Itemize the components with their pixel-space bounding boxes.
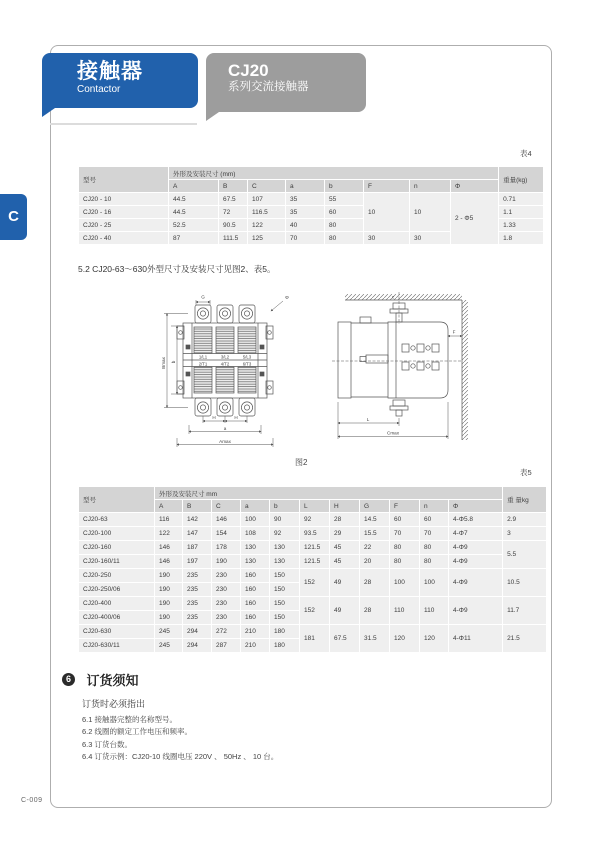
cell: 67.5 <box>219 193 247 205</box>
cell: 230 <box>212 583 240 596</box>
cell: CJ20 - 40 <box>79 232 168 244</box>
cell: 235 <box>183 611 211 624</box>
cell-merged: 67.5 <box>330 625 359 652</box>
cell: 235 <box>183 569 211 582</box>
table-row <box>79 541 546 554</box>
cell-merged: 110 <box>390 597 419 624</box>
cell: 150 <box>270 611 299 624</box>
dim-label-a: a <box>223 425 227 431</box>
cell: 4-Φ9 <box>449 541 502 554</box>
cell: 45 <box>330 541 359 554</box>
cell: 15.5 <box>360 527 389 540</box>
cell: 130 <box>270 541 299 554</box>
terminal-label: 4/T2 <box>220 361 230 367</box>
col-F: F <box>364 180 409 192</box>
ordering-item: 6.1 接触器完整的名称型号。 <box>82 715 178 724</box>
series-desc: 系列交流接触器 <box>228 81 309 93</box>
cell: CJ20-400/06 <box>79 611 154 624</box>
cell: 107 <box>248 193 285 205</box>
cell-merged: 31.5 <box>360 625 389 652</box>
cell-merged: 4-Φ9 <box>449 569 502 596</box>
cell: 121.5 <box>300 541 329 554</box>
table4-container <box>78 166 544 245</box>
cell-merged-weight: 5.5 <box>503 541 546 568</box>
cell: 60 <box>420 513 448 526</box>
col-header-model: 型号 <box>79 167 168 192</box>
cell: 92 <box>270 527 299 540</box>
cell-merged-n: 10 <box>410 193 450 231</box>
cell: CJ20-160/11 <box>79 555 154 568</box>
cell: 0.71 <box>499 193 543 205</box>
cell: 190 <box>212 555 240 568</box>
cell: 150 <box>270 569 299 582</box>
cell: 1.8 <box>499 232 543 244</box>
cell: 160 <box>241 583 269 596</box>
table-header-row <box>79 167 543 179</box>
dim-label-h2: H <box>234 415 238 420</box>
table-row <box>79 193 543 205</box>
cell: 190 <box>155 597 182 610</box>
cell: 30 <box>364 232 409 244</box>
cell: 1.1 <box>499 206 543 218</box>
cell: 90 <box>270 513 299 526</box>
cell: 80 <box>420 555 448 568</box>
cell-merged: 28 <box>360 569 389 596</box>
ordering-items <box>82 714 278 763</box>
cell: CJ20-250 <box>79 569 154 582</box>
col-header-dims: 外形及安装尺寸 mm <box>155 487 502 499</box>
col-header-weight: 重 量kg <box>503 487 546 512</box>
col-B: B <box>219 180 247 192</box>
table-header-row <box>79 487 546 499</box>
col-header-weight: 重量(kg) <box>499 167 543 192</box>
cell: 150 <box>270 597 299 610</box>
ordering-item: 6.3 订货台数。 <box>82 739 133 749</box>
cell: 92 <box>300 513 329 526</box>
dim-label-bmax: Bmax <box>161 357 166 369</box>
table-row <box>79 597 546 610</box>
col-phi: Φ <box>449 500 502 512</box>
cell: 52.5 <box>169 219 218 231</box>
col-b: b <box>325 180 363 192</box>
col-L: L <box>300 500 329 512</box>
cell: 190 <box>155 583 182 596</box>
cell: CJ20-63 <box>79 513 154 526</box>
col-A: A <box>169 180 218 192</box>
col-C: C <box>212 500 240 512</box>
cell: 154 <box>212 527 240 540</box>
cell: CJ20-160 <box>79 541 154 554</box>
page-title-en: Contactor <box>77 84 121 95</box>
terminal-label: 5/L3 <box>242 354 252 360</box>
cell: 122 <box>155 527 182 540</box>
col-A: A <box>155 500 182 512</box>
dim-label-phi: Φ <box>285 295 289 300</box>
cell: 100 <box>241 513 269 526</box>
cell: 70 <box>286 232 324 244</box>
cell-merged: 49 <box>330 569 359 596</box>
section-6-badge: 6 <box>62 673 75 686</box>
cell: 80 <box>420 541 448 554</box>
table4-label: 表4 <box>520 149 532 158</box>
cell-merged: 120 <box>420 625 448 652</box>
cell: 3 <box>503 527 546 540</box>
cell: 210 <box>241 625 269 638</box>
cell-merged: 28 <box>360 597 389 624</box>
col-n: n <box>420 500 448 512</box>
cell: 197 <box>183 555 211 568</box>
cell-merged: 100 <box>420 569 448 596</box>
cell-merged-weight: 10.5 <box>503 569 546 596</box>
dim-label-l: L <box>366 417 370 422</box>
cell: 29 <box>330 527 359 540</box>
cell-merged: 181 <box>300 625 329 652</box>
cell: 35 <box>286 206 324 218</box>
cell: 22 <box>360 541 389 554</box>
header-tail <box>206 112 219 121</box>
cell: 55 <box>325 193 363 205</box>
cell-merged: 100 <box>390 569 419 596</box>
table5-container <box>78 486 547 653</box>
cell: 122 <box>248 219 285 231</box>
cell: 125 <box>248 232 285 244</box>
cell: 4-Φ5.8 <box>449 513 502 526</box>
ordering-title: 订货须知 <box>86 673 139 688</box>
cell: 130 <box>241 555 269 568</box>
dim-label-h1: H <box>212 415 216 420</box>
cell: 187 <box>183 541 211 554</box>
cell: 44.5 <box>169 206 218 218</box>
dim-label-b: b <box>171 360 176 364</box>
terminal-label: 1/L1 <box>198 354 208 360</box>
dim-label-f: F <box>452 329 456 335</box>
terminal-label: 6/T3 <box>242 361 252 367</box>
header-underline <box>50 123 197 125</box>
col-H: H <box>330 500 359 512</box>
cell: 4-Φ9 <box>449 555 502 568</box>
series-name: CJ20 <box>228 61 269 80</box>
terminal-labels <box>199 355 252 367</box>
cell: 72 <box>219 206 247 218</box>
col-a: a <box>286 180 324 192</box>
cell: 80 <box>390 555 419 568</box>
cell: CJ20 - 16 <box>79 206 168 218</box>
cell-merged: 120 <box>390 625 419 652</box>
header-tail <box>42 108 55 117</box>
terminal-label: 3/L2 <box>220 354 230 360</box>
col-a: a <box>241 500 269 512</box>
table5-label: 表5 <box>520 468 532 477</box>
col-b: b <box>270 500 299 512</box>
cell: 87 <box>169 232 218 244</box>
cell: 235 <box>183 597 211 610</box>
col-C: C <box>248 180 285 192</box>
cell-merged: 49 <box>330 597 359 624</box>
cell: 245 <box>155 639 182 652</box>
col-G: G <box>360 500 389 512</box>
cell-merged-phi: 2 - Φ5 <box>451 193 498 244</box>
cell: 230 <box>212 611 240 624</box>
cell: 45 <box>330 555 359 568</box>
terminal-label: 2/T1 <box>198 361 208 367</box>
table-row <box>79 625 546 638</box>
cell: 111.5 <box>219 232 247 244</box>
cell: 245 <box>155 625 182 638</box>
cell: 287 <box>212 639 240 652</box>
table-cj20-63-630 <box>78 486 547 653</box>
cell: 40 <box>286 219 324 231</box>
col-B: B <box>183 500 211 512</box>
cell: 146 <box>212 513 240 526</box>
cell: 116.5 <box>248 206 285 218</box>
cell: 294 <box>183 625 211 638</box>
dim-label-g: G <box>201 294 205 300</box>
dim-label-amax: Amax <box>219 438 231 444</box>
section-5-2-text: 5.2 CJ20-63～630外型尺寸及安装尺寸见图2、表5。 <box>78 264 276 274</box>
header-contactor-box <box>42 53 198 108</box>
cell: CJ20-100 <box>79 527 154 540</box>
cell-merged-weight: 11.7 <box>503 597 546 624</box>
col-n: n <box>410 180 450 192</box>
cell: 1.33 <box>499 219 543 231</box>
cell: CJ20-400 <box>79 597 154 610</box>
cell: 235 <box>183 583 211 596</box>
col-header-dims: 外形及安装尺寸 (mm) <box>169 167 498 179</box>
table-row <box>79 527 546 540</box>
col-header-model: 型号 <box>79 487 154 512</box>
cell: 190 <box>155 569 182 582</box>
cell: 60 <box>325 206 363 218</box>
cell: 180 <box>270 639 299 652</box>
cell-merged: 152 <box>300 597 329 624</box>
cell: 44.5 <box>169 193 218 205</box>
ordering-subtitle: 订货时必须指出 <box>82 699 146 709</box>
cell: 80 <box>325 219 363 231</box>
cell: 160 <box>241 597 269 610</box>
cell: 14.5 <box>360 513 389 526</box>
cell: 4-Φ7 <box>449 527 502 540</box>
cell: 30 <box>410 232 450 244</box>
cell: 272 <box>212 625 240 638</box>
figure2-caption: 图2 <box>295 458 308 467</box>
cell-merged: 4-Φ11 <box>449 625 502 652</box>
col-phi: Φ <box>451 180 498 192</box>
cell: 20 <box>360 555 389 568</box>
table-row <box>79 513 546 526</box>
cell: 180 <box>270 625 299 638</box>
cell: CJ20-250/06 <box>79 583 154 596</box>
page-title: 接触器 <box>77 60 143 83</box>
page-number: C-009 <box>21 797 43 804</box>
cell-merged-weight: 21.5 <box>503 625 546 652</box>
cell: 2.9 <box>503 513 546 526</box>
cell: 70 <box>390 527 419 540</box>
side-view <box>332 292 468 440</box>
cell: CJ20 - 25 <box>79 219 168 231</box>
cell: 60 <box>390 513 419 526</box>
cell: 150 <box>270 583 299 596</box>
ordering-item: 6.2 线圈的额定工作电压和频率。 <box>82 727 193 737</box>
side-tab-section-c: C <box>0 194 27 240</box>
cell: 116 <box>155 513 182 526</box>
cell: 142 <box>183 513 211 526</box>
cell: 147 <box>183 527 211 540</box>
cell: 93.5 <box>300 527 329 540</box>
ordering-item: 6.4 订货示例：CJ20-10 线圈电压 220V 、 50Hz 、 10 台。 <box>82 751 279 761</box>
table-row <box>79 555 546 568</box>
table-cj20-10-40 <box>78 166 544 245</box>
cell: 108 <box>241 527 269 540</box>
cell: 178 <box>212 541 240 554</box>
table-row <box>79 569 546 582</box>
cell: 190 <box>155 611 182 624</box>
cell: 146 <box>155 555 182 568</box>
cell: 130 <box>270 555 299 568</box>
cell: 160 <box>241 569 269 582</box>
cell: 130 <box>241 541 269 554</box>
cell-merged: 152 <box>300 569 329 596</box>
cell-merged-F: 10 <box>364 193 409 231</box>
cell-merged: 4-Φ9 <box>449 597 502 624</box>
cell: 70 <box>420 527 448 540</box>
cell: CJ20-630 <box>79 625 154 638</box>
figure2-drawing <box>140 290 500 462</box>
cell: 210 <box>241 639 269 652</box>
cell-merged: 110 <box>420 597 448 624</box>
cell: 294 <box>183 639 211 652</box>
cell: 90.5 <box>219 219 247 231</box>
cell: 80 <box>390 541 419 554</box>
dim-label-c: c <box>391 294 395 300</box>
cell: 146 <box>155 541 182 554</box>
cell: 80 <box>325 232 363 244</box>
cell: 230 <box>212 597 240 610</box>
dim-label-cmax: Cmax <box>387 430 399 436</box>
header-series-box <box>206 53 366 112</box>
cell: 160 <box>241 611 269 624</box>
cell: 230 <box>212 569 240 582</box>
col-F: F <box>390 500 419 512</box>
cell: CJ20-630/11 <box>79 639 154 652</box>
cell: 28 <box>330 513 359 526</box>
cell: CJ20 - 10 <box>79 193 168 205</box>
side-dimensions <box>338 336 462 439</box>
cell: 121.5 <box>300 555 329 568</box>
ordering-section-title-row <box>62 670 138 689</box>
cell: 35 <box>286 193 324 205</box>
